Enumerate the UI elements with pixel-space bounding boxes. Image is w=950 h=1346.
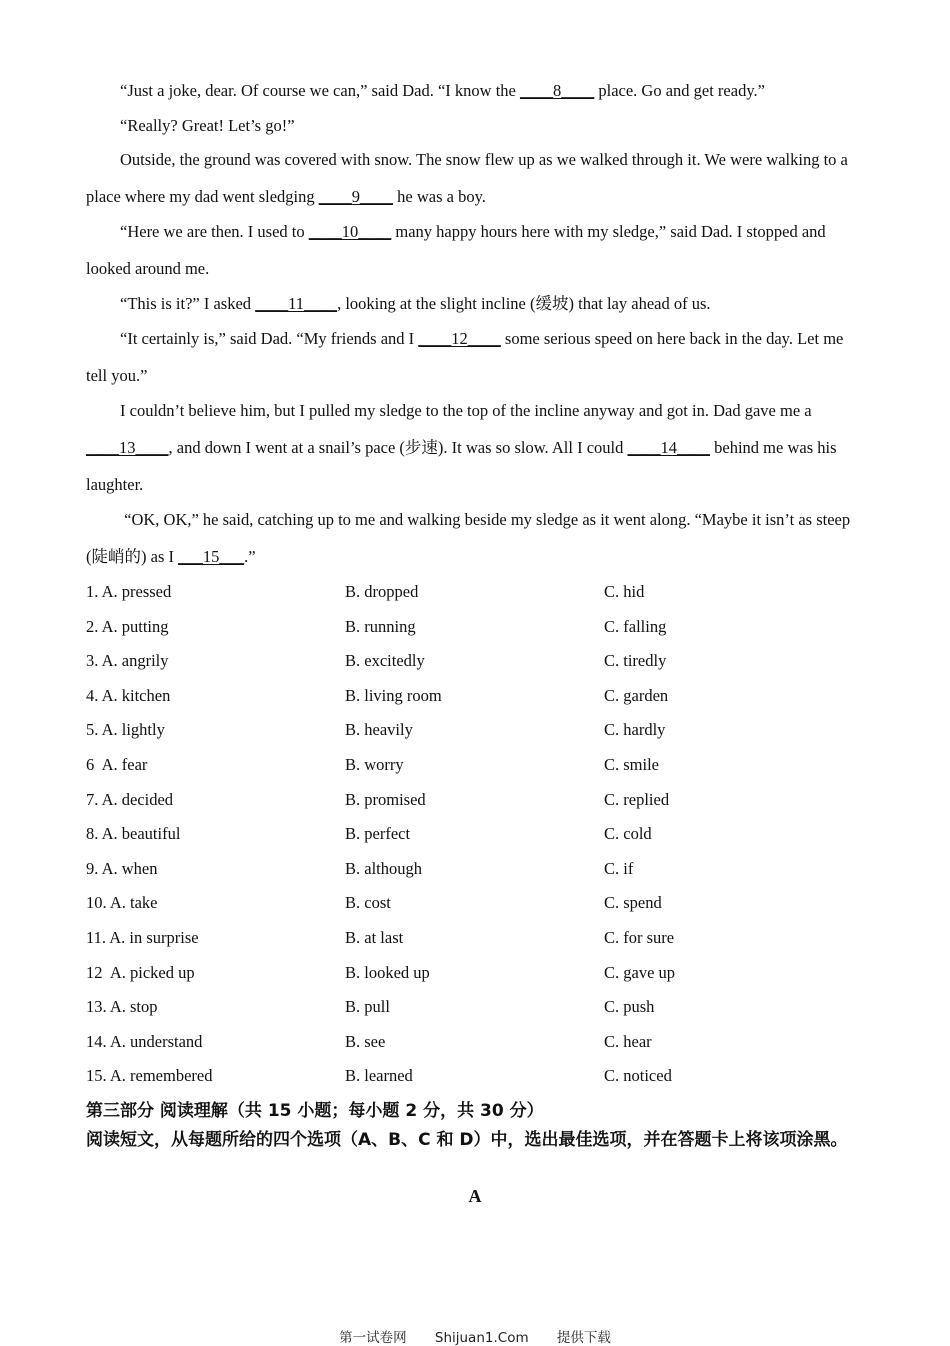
option-12-b: B. looked up (345, 962, 430, 982)
passage-paragraph-4: “Here we are then. I used to ____10____ many happy hours here with my sledge,” said Dad. I stopped and looked around me. (86, 222, 826, 278)
option-2-c: C. falling (604, 616, 667, 636)
option-14-c: C. hear (604, 1031, 652, 1051)
option-4-a: 4. A. kitchen (86, 685, 171, 705)
blank-10: ____10____ (308, 222, 392, 241)
passage-paragraph-8: “OK, OK,” he said, catching up to me and walking beside my sledge as it went along. “Maybe it isn’t as steep (陡峭的) as I ___15___.” (86, 510, 851, 566)
option-row-5 (86, 720, 866, 744)
option-13-a: 13. A. stop (86, 997, 158, 1017)
option-1-b: B. dropped (345, 582, 419, 601)
option-11-c: C. for sure (604, 928, 675, 947)
option-2-b: B. running (345, 616, 416, 636)
passage-paragraph-7: I couldn’t believe him, but I pulled my sledge to the top of the incline anyway and got in. Dad gave me a ____13____, and down I went at a snail’s pace (步速). It was so slow. All I could ____14____ behind me was his laughter. (86, 401, 837, 494)
option-15-a: 15. A. remembered (86, 1066, 213, 1086)
option-6-a: 6 A. fear (86, 755, 148, 774)
option-5-c: C. hardly (604, 720, 666, 740)
option-9-c: C. if (604, 858, 634, 878)
option-8-a: 8. A. beautiful (86, 824, 181, 844)
option-9-a: 9. A. when (86, 858, 158, 878)
option-row-15 (86, 1066, 866, 1090)
option-12-c: C. gave up (604, 962, 676, 982)
option-3-a: 3. A. angrily (86, 651, 169, 671)
option-row-12 (86, 963, 866, 987)
option-row-3 (86, 651, 866, 675)
option-2-a: 2. A. putting (86, 616, 169, 636)
option-14-b: B. see (345, 1031, 386, 1051)
option-1-a: 1. A. pressed (86, 582, 172, 601)
option-5-a: 5. A. lightly (86, 720, 165, 740)
option-1-c: C. hid (604, 582, 645, 601)
blank-12: ____12____ (418, 329, 501, 348)
passage-paragraph-5: “This is it?” I asked ____11____, looking at the slight incline (缓坡) that lay ahead of us. (120, 294, 711, 313)
section-title: 第三部分 阅读理解（共 15 小题；每小题 2 分，共 30 分） (86, 1101, 544, 1121)
blank-15: ___15___ (178, 547, 245, 566)
passage-paragraph-6: “It certainly is,” said Dad. “My friends and I ____12____ some serious speed on here back in the day. Let me tell you.” (86, 329, 844, 385)
option-3-b: B. excitedly (345, 651, 425, 671)
option-row-13 (86, 997, 866, 1021)
option-6-c: C. smile (604, 755, 660, 774)
blank-11: ____11____ (255, 294, 338, 313)
passage-paragraph-2: “Really? Great! Let’s go!” (120, 116, 295, 135)
option-row-11 (86, 928, 866, 952)
option-row-9 (86, 859, 866, 883)
option-4-c: C. garden (604, 685, 669, 705)
option-7-c: C. replied (604, 789, 670, 809)
passage-label: A (468, 1186, 482, 1206)
option-13-b: B. pull (345, 997, 390, 1017)
option-8-c: C. cold (604, 824, 652, 844)
option-row-1 (86, 582, 866, 606)
option-11-a: 11. A. in surprise (86, 928, 199, 947)
option-14-a: 14. A. understand (86, 1031, 203, 1051)
option-4-b: B. living room (345, 685, 442, 705)
footer-download: 提供下载 (556, 1330, 611, 1346)
option-12-a: 12 A. picked up (86, 962, 195, 982)
option-row-14 (86, 1032, 866, 1056)
option-15-b: B. learned (345, 1066, 413, 1086)
passage-paragraph-3: Outside, the ground was covered with snow. The snow flew up as we walked through it. We were walking to a place where my dad went sledging ____9____ he was a boy. (86, 150, 848, 206)
option-7-a: 7. A. decided (86, 789, 174, 809)
page-footer (0, 1326, 950, 1346)
blank-14: ____14____ (627, 438, 711, 457)
option-10-a: 10. A. take (86, 893, 158, 913)
blank-9: ____9____ (318, 187, 394, 206)
passage-paragraph-1: “Just a joke, dear. Of course we can,” said Dad. “I know the ____8____ place. Go and get ready.” (120, 81, 765, 100)
option-15-c: C. noticed (604, 1066, 672, 1086)
footer-site-cn: 第一试卷网 (339, 1330, 407, 1346)
option-13-c: C. push (604, 997, 655, 1017)
option-10-b: B. cost (345, 893, 391, 913)
option-row-10 (86, 893, 866, 917)
blank-8: ____8____ (519, 81, 595, 100)
option-5-b: B. heavily (345, 720, 413, 740)
option-row-7 (86, 790, 866, 814)
option-row-8 (86, 824, 866, 848)
option-6-b: B. worry (345, 755, 404, 774)
option-row-6 (86, 755, 866, 779)
option-7-b: B. promised (345, 789, 426, 809)
option-11-b: B. at last (345, 928, 404, 947)
section-instruction: 阅读短文，从每题所给的四个选项（A、B、C 和 D）中，选出最佳选项，并在答题卡上将该项涂黑。 (86, 1130, 848, 1150)
option-10-c: C. spend (604, 893, 662, 913)
footer-site-en: Shijuan1.Com (434, 1330, 529, 1346)
blank-13: ____13____ (86, 438, 169, 457)
option-8-b: B. perfect (345, 824, 411, 844)
option-3-c: C. tiredly (604, 651, 667, 671)
option-row-2 (86, 617, 866, 641)
option-9-b: B. although (345, 858, 422, 878)
option-row-4 (86, 686, 866, 710)
